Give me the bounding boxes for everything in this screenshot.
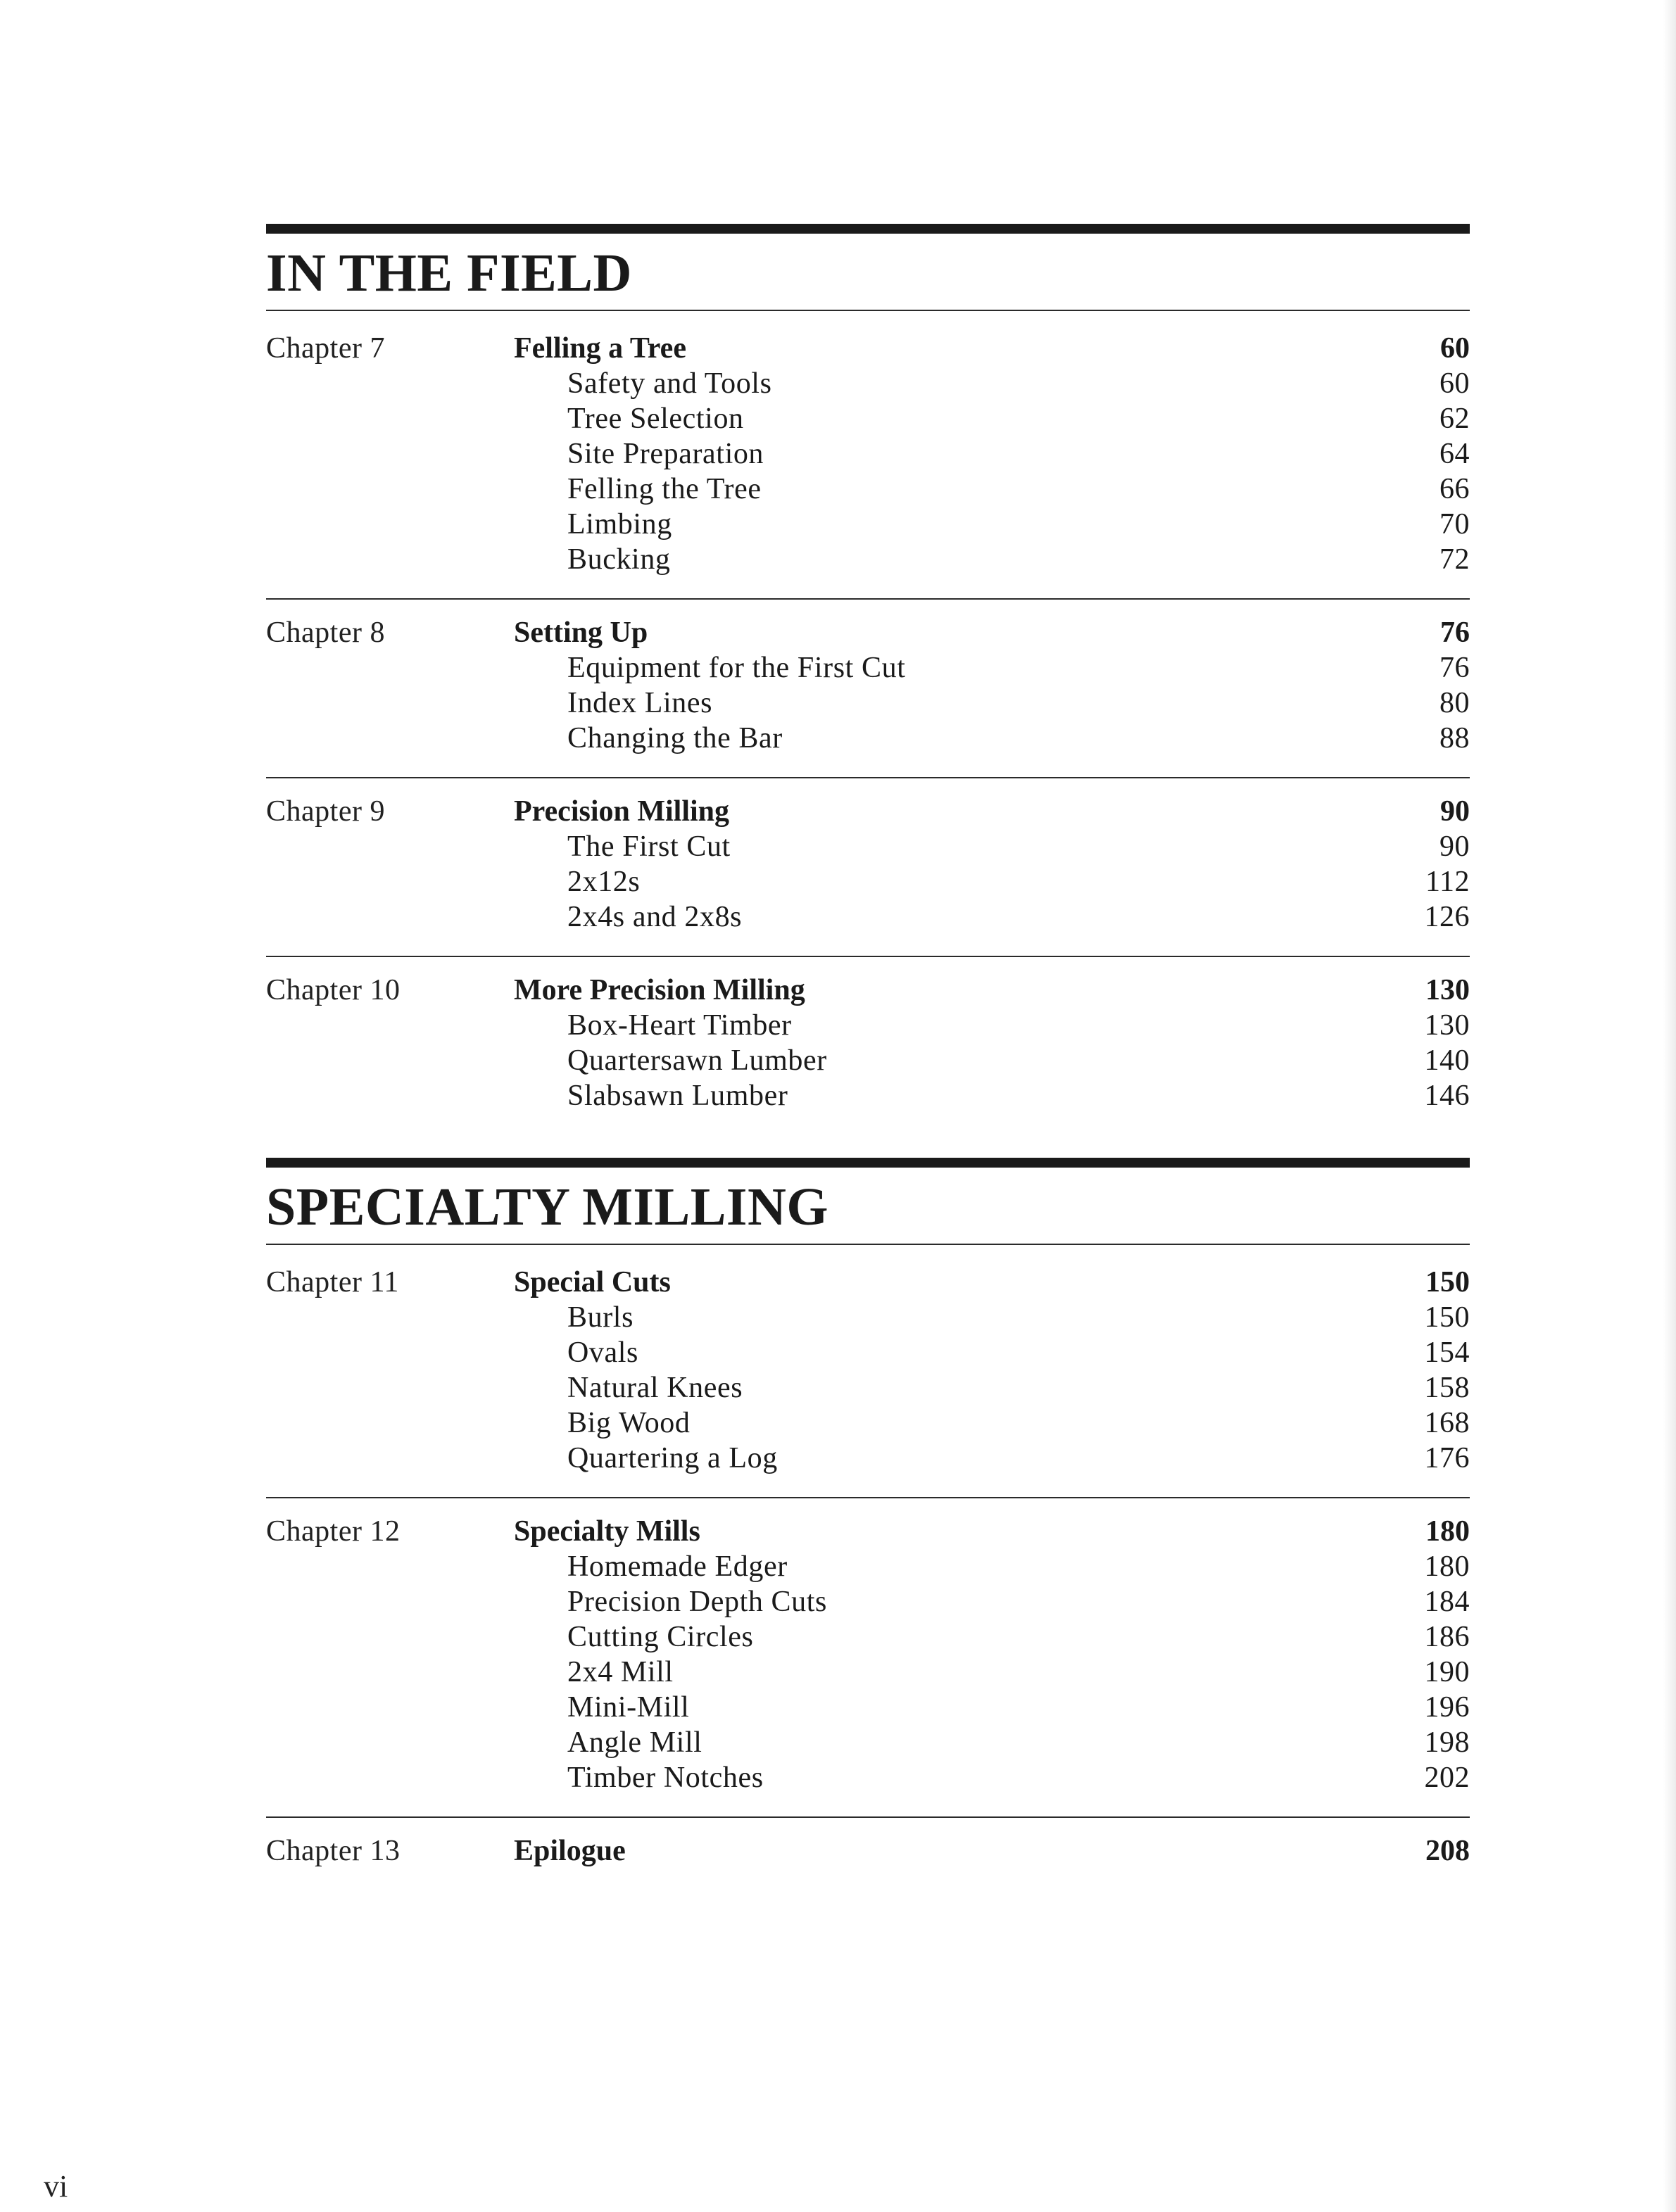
entry-title: More Precision Milling [514,974,805,1006]
toc-entry[interactable] [514,1549,1470,1584]
toc-entry-main[interactable] [514,1833,1470,1869]
section-title: SPECIALTY MILLING [266,1177,828,1237]
entry-title: The First Cut [567,830,731,863]
chapter-label: Chapter 13 [266,1835,401,1867]
toc-entry[interactable] [514,899,1470,935]
entry-title: Specialty Mills [514,1515,700,1548]
entry-page: 150 [1424,1301,1470,1334]
toc-entry[interactable] [514,1690,1470,1725]
chapter-label: Chapter 8 [266,617,385,649]
entry-page: 154 [1424,1336,1470,1369]
chapter-12 [266,1497,1470,1816]
toc-entry[interactable] [514,1008,1470,1043]
entry-title: Site Preparation [567,438,764,470]
entry-title: Angle Mill [567,1726,702,1759]
entry-title: Cutting Circles [567,1621,754,1653]
entry-page: 140 [1424,1044,1470,1077]
entry-title: Felling the Tree [567,473,762,505]
toc-entry-main[interactable] [514,615,1470,650]
toc-entry-main[interactable] [514,973,1470,1008]
toc-entry-main[interactable] [514,331,1470,366]
entry-title: Bucking [567,543,671,576]
toc-entry[interactable] [514,542,1470,577]
toc-entry[interactable] [514,1655,1470,1690]
toc-entry-main[interactable] [514,1265,1470,1300]
section-rule-thick [266,1158,1470,1168]
toc-entry-main[interactable] [514,1514,1470,1549]
entry-page: 130 [1424,1009,1470,1042]
entry-page: 90 [1440,795,1470,828]
toc-entry[interactable] [514,1078,1470,1113]
toc-entry[interactable] [514,1043,1470,1078]
toc-entry[interactable] [514,721,1470,756]
entry-page: 70 [1439,508,1470,541]
toc-entry[interactable] [514,1725,1470,1760]
entry-page: 176 [1424,1442,1470,1474]
entry-title: Setting Up [514,617,648,649]
entry-title: Equipment for the First Cut [567,652,906,684]
toc-entry[interactable] [514,1619,1470,1655]
entry-page: 158 [1424,1372,1470,1404]
entry-page: 196 [1424,1691,1470,1724]
entry-title: Homemade Edger [567,1550,788,1583]
entry-page: 150 [1425,1266,1470,1298]
toc-entry[interactable] [514,1760,1470,1795]
chapter-label: Chapter 9 [266,795,385,828]
entry-title: Epilogue [514,1835,626,1867]
entry-page: 64 [1439,438,1470,470]
entry-title: Special Cuts [514,1266,671,1298]
entry-page: 186 [1424,1621,1470,1653]
chapter-label: Chapter 10 [266,974,401,1006]
entry-page: 208 [1425,1835,1470,1867]
entry-page: 168 [1424,1407,1470,1439]
entry-title: Slabsawn Lumber [567,1080,788,1112]
entry-page: 198 [1424,1726,1470,1759]
section-in-the-field [266,224,1470,1135]
entry-title: Index Lines [567,687,713,719]
entry-page: 60 [1440,332,1470,365]
section-title: IN THE FIELD [266,244,632,303]
toc-entry[interactable] [514,401,1470,436]
chapter-label: Chapter 11 [266,1266,399,1298]
chapter-7 [266,311,1470,598]
entry-page: 190 [1424,1656,1470,1688]
section-rule-thick [266,224,1470,234]
toc-entry[interactable] [514,685,1470,721]
toc-entry[interactable] [514,829,1470,864]
toc-entry[interactable] [514,436,1470,472]
toc-entry[interactable] [514,1370,1470,1405]
toc-entry[interactable] [514,650,1470,685]
entry-page: 72 [1439,543,1470,576]
toc-entry[interactable] [514,507,1470,542]
entry-page: 88 [1439,722,1470,754]
entry-title: Box-Heart Timber [567,1009,792,1042]
entry-page: 76 [1440,617,1470,649]
chapter-10 [266,956,1470,1135]
entry-title: Quartering a Log [567,1442,778,1474]
entry-title: Burls [567,1301,634,1334]
chapter-label: Chapter 12 [266,1515,401,1548]
page-number-folio: vi [44,2169,68,2204]
entry-page: 126 [1424,901,1470,933]
entry-title: Precision Depth Cuts [567,1586,827,1618]
toc-entry[interactable] [514,366,1470,401]
entry-title: Precision Milling [514,795,730,828]
entry-page: 184 [1424,1586,1470,1618]
entry-title: Timber Notches [567,1762,764,1794]
chapter-13 [266,1816,1470,1869]
entry-page: 90 [1439,830,1470,863]
entry-page: 202 [1424,1762,1470,1794]
toc-entry[interactable] [514,864,1470,899]
toc-entry[interactable] [514,472,1470,507]
toc-entry[interactable] [514,1405,1470,1441]
chapter-8 [266,598,1470,777]
toc-entry[interactable] [514,1335,1470,1370]
entry-page: 60 [1439,367,1470,400]
entry-page: 112 [1425,866,1470,898]
entry-page: 130 [1425,974,1470,1006]
entry-title: Ovals [567,1336,638,1369]
entry-title: 2x4 Mill [567,1656,674,1688]
entry-title: Quartersawn Lumber [567,1044,827,1077]
page-edge-shadow [1663,0,1676,2212]
entry-page: 76 [1439,652,1470,684]
entry-title: Changing the Bar [567,722,783,754]
entry-page: 146 [1424,1080,1470,1112]
chapter-11 [266,1245,1470,1497]
entry-page: 180 [1425,1515,1470,1548]
entry-page: 180 [1424,1550,1470,1583]
entry-title: 2x12s [567,866,641,898]
entry-title: Natural Knees [567,1372,743,1404]
entry-title: Safety and Tools [567,367,772,400]
chapter-9 [266,777,1470,956]
toc-entry-main[interactable] [514,794,1470,829]
entry-title: Tree Selection [567,403,744,435]
chapter-label: Chapter 7 [266,332,385,365]
entry-title: Big Wood [567,1407,691,1439]
section-specialty-milling [266,1158,1470,1869]
toc-entry[interactable] [514,1300,1470,1335]
entry-title: Limbing [567,508,672,541]
entry-page: 66 [1439,473,1470,505]
toc-entry[interactable] [514,1584,1470,1619]
entry-title: Mini-Mill [567,1691,690,1724]
entry-title: 2x4s and 2x8s [567,901,743,933]
entry-page: 80 [1439,687,1470,719]
toc-entry[interactable] [514,1441,1470,1476]
entry-title: Felling a Tree [514,332,686,365]
entry-page: 62 [1439,403,1470,435]
